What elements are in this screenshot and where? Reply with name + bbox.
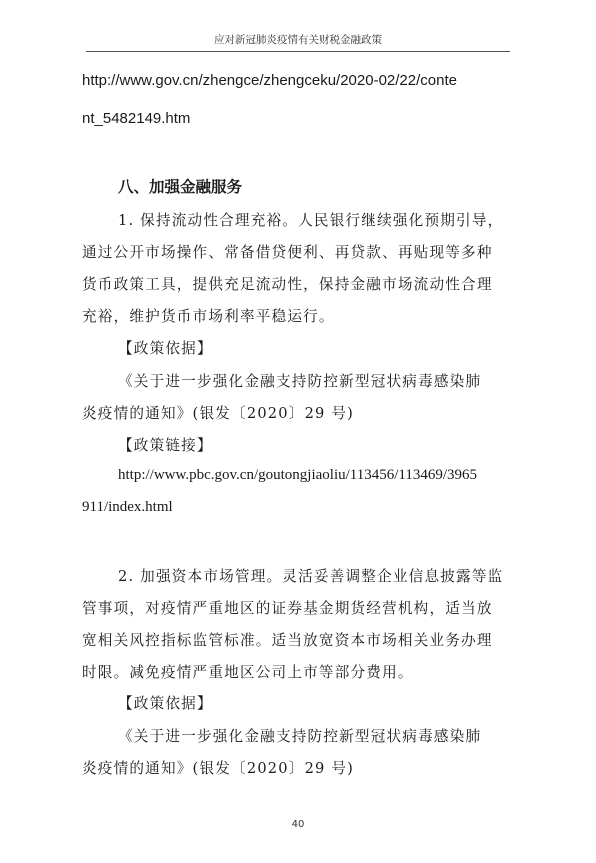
policy-link-line[interactable]: http://www.pbc.gov.cn/goutongjiaoliu/113456/113469/3965: [118, 467, 478, 483]
policy-basis-label: 【政策依据】: [118, 340, 213, 357]
policy-link-label: 【政策链接】: [118, 437, 213, 454]
paragraph-line: 管事项，对疫情严重地区的证券基金期货经营机构，适当放: [82, 600, 493, 617]
paragraph-line: 时限。减免疫情严重地区公司上市等部分费用。: [82, 664, 414, 681]
section-heading: 八、加强金融服务: [118, 178, 243, 196]
page-number: 40: [291, 819, 305, 830]
paragraph-line: 货币政策工具，提供充足流动性，保持金融市场流动性合理: [82, 276, 493, 293]
paragraph-line: 通过公开市场操作、常备借贷便利、再贷款、再贴现等多种: [82, 244, 493, 261]
policy-link-line[interactable]: http://www.gov.cn/zhengce/zhengceku/2020-02/22/conte: [82, 72, 457, 89]
policy-basis-line: 炎疫情的通知》(银发〔2020〕29 号): [82, 405, 355, 422]
paragraph-line: 1. 保持流动性合理充裕。人民银行继续强化预期引导，: [118, 212, 504, 229]
paragraph-line: 2. 加强资本市场管理。灵活妥善调整企业信息披露等监: [118, 568, 504, 585]
policy-basis-line: 《关于进一步强化金融支持防控新型冠状病毒感染肺: [118, 728, 482, 745]
policy-basis-label: 【政策依据】: [118, 695, 213, 712]
policy-link-line[interactable]: nt_5482149.htm: [82, 110, 191, 127]
paragraph-line: 充裕，维护货币市场利率平稳运行。: [82, 308, 335, 325]
policy-basis-line: 炎疫情的通知》(银发〔2020〕29 号): [82, 760, 355, 777]
running-header: 应对新冠肺炎疫情有关财税金融政策: [86, 32, 510, 52]
policy-link-line[interactable]: 911/index.html: [82, 499, 173, 515]
policy-basis-line: 《关于进一步强化金融支持防控新型冠状病毒感染肺: [118, 373, 482, 390]
paragraph-line: 宽相关风控指标监管标准。适当放宽资本市场相关业务办理: [82, 632, 493, 649]
